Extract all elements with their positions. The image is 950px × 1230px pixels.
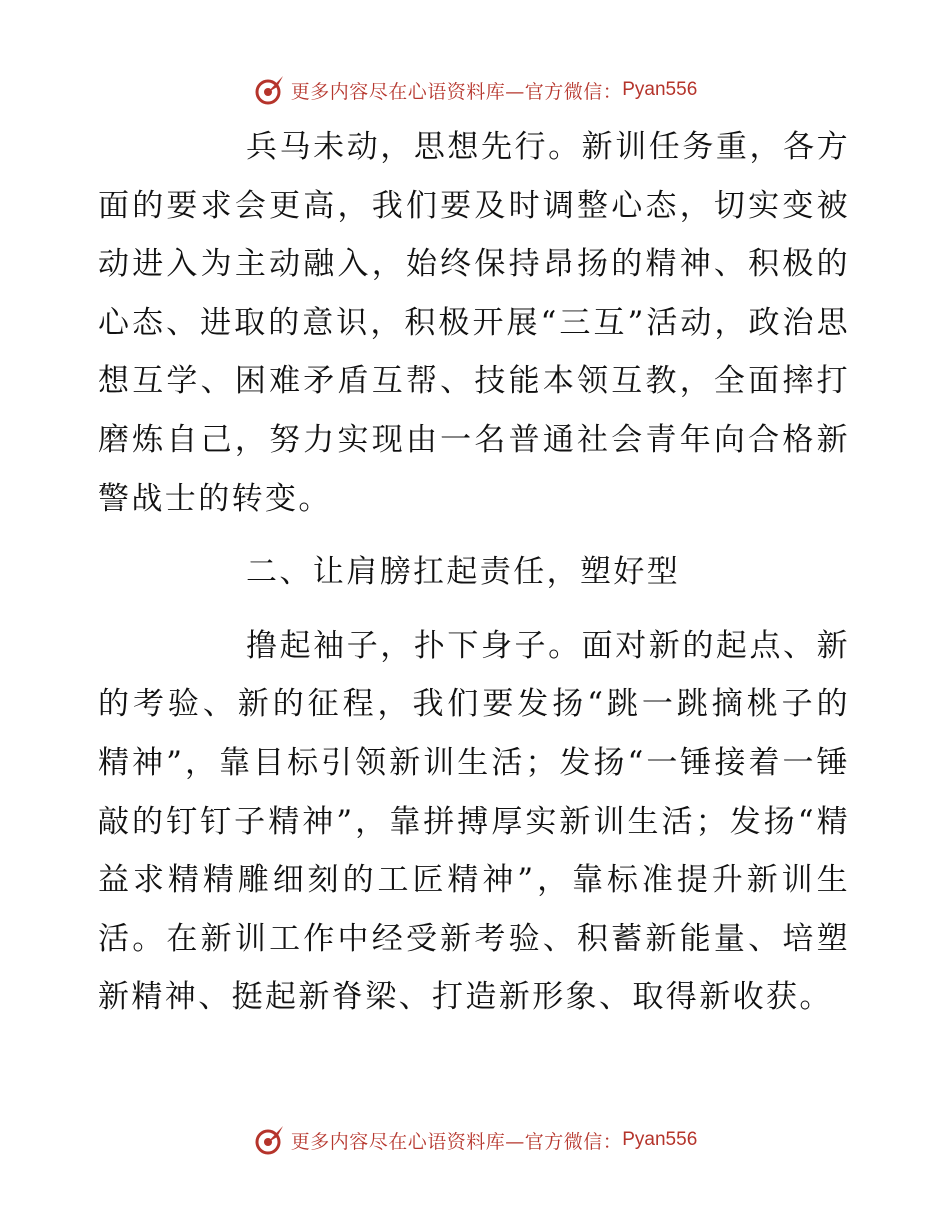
- document-body: [98, 118, 850, 1027]
- wechat-id: Pyan556: [622, 79, 698, 100]
- paragraph: 兵马未动，思想先行。新训任务重，各方面的要求会更高，我们要及时调整心态，切实变被动进入为主动融入，始终保持昂扬的精神、积极的心态、进取的意识，积极开展“三互”活动，政治思想互学、困难矛盾互帮、技能本领互教，全面摔打磨炼自己，努力实现由一名普通社会青年向合格新警战士的转变。: [98, 129, 850, 517]
- footer-watermark: [0, 1120, 950, 1160]
- watermark-text: 更多内容尽在心语资料库—官方微信：: [290, 80, 623, 103]
- wechat-id: Pyan556: [622, 1129, 698, 1150]
- paragraph: 撸起袖子，扑下身子。面对新的起点、新的考验、新的征程，我们要发扬“跳一跳摘桃子的精神”，靠目标引领新训生活；发扬“一锤接着一锤敲的钉钉子精神”，靠拼搏厚实新训生活；发扬“精益求精精雕细刻的工匠精神”，靠标准提升新训生活。在新训工作中经受新考验、积蓄新能量、培塑新精神、挺起新脊梁、打造新形象、取得新收获。: [98, 627, 850, 1016]
- watermark-text: 更多内容尽在心语资料库—官方微信：: [290, 1130, 623, 1153]
- header-watermark: [0, 70, 950, 110]
- section-heading: 二、让肩膀扛起责任，塑好型: [246, 554, 681, 591]
- quill-logo-icon: [253, 73, 287, 107]
- quill-logo-icon: [253, 1123, 287, 1157]
